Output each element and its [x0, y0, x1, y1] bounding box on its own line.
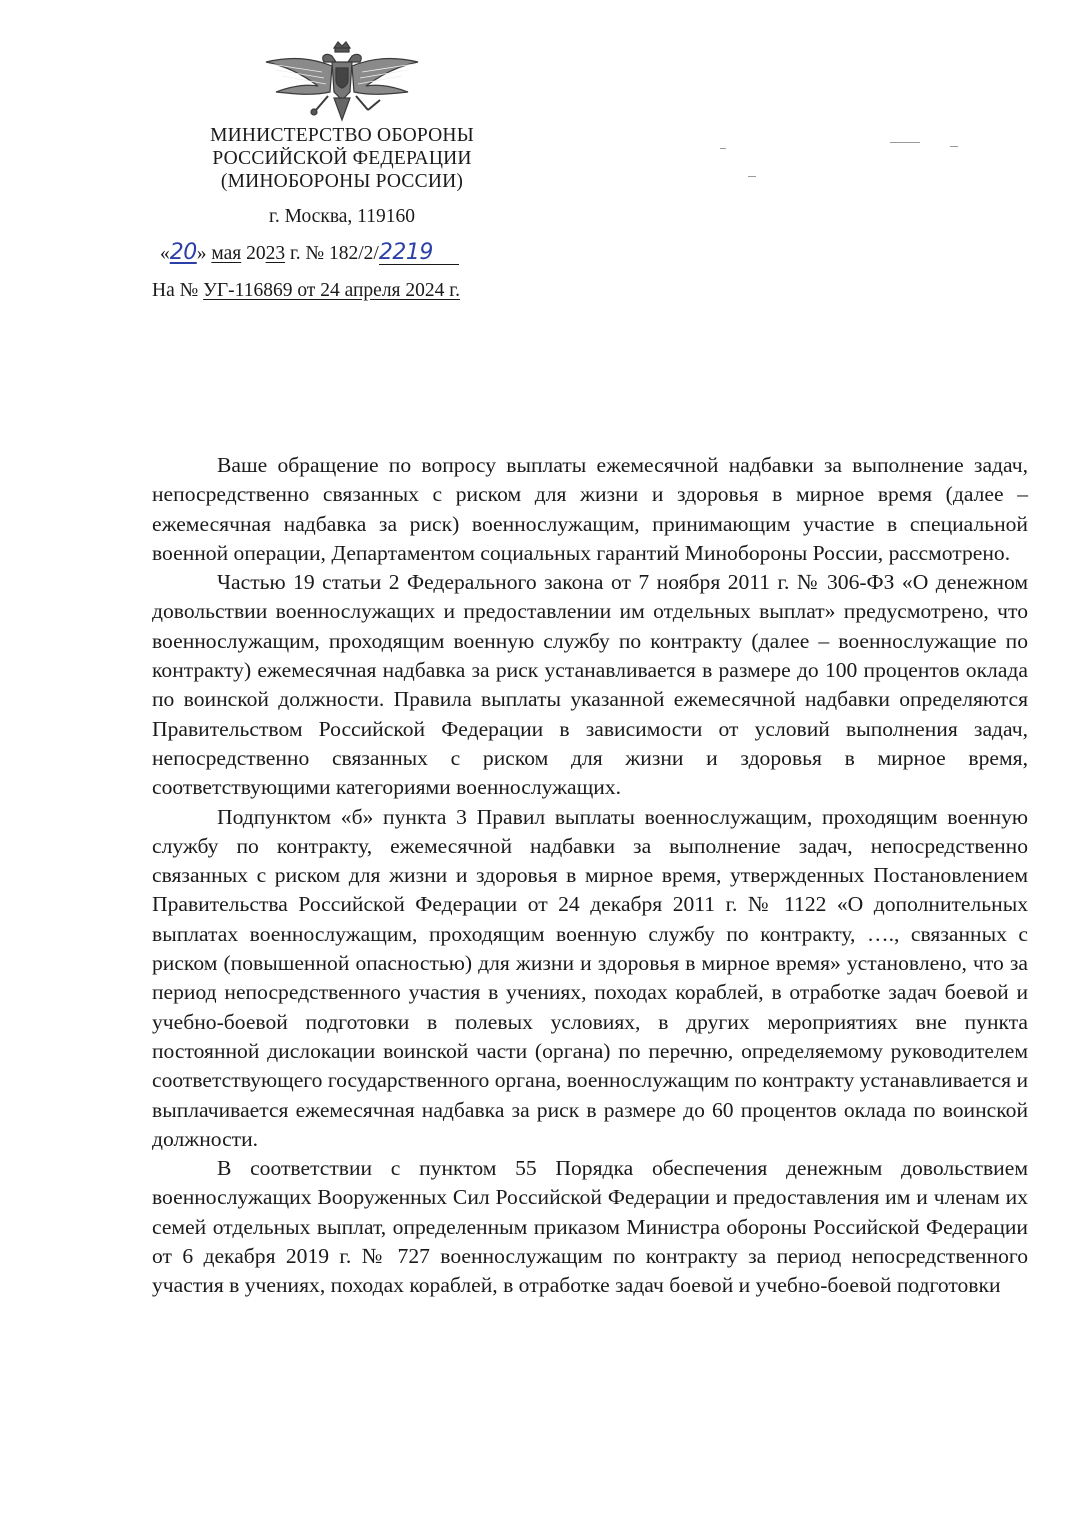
handwritten-day: 20: [169, 240, 197, 265]
body-paragraph: Ваше обращение по вопросу выплаты ежемесячной надбавки за выполнение задач, непосредственно связанных с риском для жизни и здоровья в мирное время (далее – ежемесячная надбавка за риск) военнослужащим, принимающим участие в специальной военной операции, Департаментом социальных гарантий Минобороны России, рассмотрено.: [152, 453, 1028, 565]
open-quote: «: [160, 243, 170, 264]
scan-mark: [950, 146, 958, 147]
org-line: МИНИСТЕРСТВО ОБОРОНЫ: [210, 125, 474, 146]
org-line: (МИНОБОРОНЫ РОССИИ): [220, 171, 464, 192]
reference-line: [152, 280, 460, 302]
letter-body: [152, 451, 1028, 1301]
scan-mark: [720, 148, 726, 149]
scan-mark: [890, 142, 920, 143]
number-prefix: г. № 182/2/: [289, 243, 379, 264]
org-line: РОССИЙСКОЙ ФЕДЕРАЦИИ: [212, 148, 472, 169]
year-digits: 23: [265, 243, 286, 264]
year-prefix: 20: [246, 243, 266, 264]
reference-prefix: На №: [152, 280, 204, 301]
close-quote: »: [196, 243, 207, 264]
reference-number: УГ-116869 от 24 апреля 2024 г.: [203, 280, 460, 301]
outgoing-date-number: [160, 240, 459, 265]
double-headed-eagle-emblem-icon: [262, 40, 422, 128]
handwritten-number: 2219: [378, 240, 433, 265]
body-paragraph: Подпунктом «б» пункта 3 Правил выплаты военнослужащим, проходящим военную службу по контракту, ежемесячной надбавки за выполнение задач, непосредственно связанных с риском для жизни и здоровья в мирное время, утвержденных Постановлением Правительства Российской Федерации от 24 декабря 2011 г. № 1122 «О дополнительных выплатах военнослужащим, проходящим военную службу по контракту, …., связанных с риском (повышенной опасностью) для жизни и здоровья в мирное время» установлено, что за период непосредственного участия в учениях, походах кораблей, в отработке задач боевой и учебно-боевой подготовки в полевых условиях, в других мероприятиях вне пункта постоянной дислокации воинской части (органа) по перечню, определяемому руководителем соответствующего государственного органа, военнослужащим по контракту устанавливается и выплачивается ежемесячная надбавка за риск в размере до 60 процентов оклада по воинской должности.: [152, 804, 1028, 1151]
organization-name: [150, 124, 534, 193]
body-paragraph: Частью 19 статьи 2 Федерального закона от 7 ноября 2011 г. № 306-ФЗ «О денежном довольствии военнослужащих и предоставлении им отдельных выплат» предусмотрено, что военнослужащим, проходящим военную службу по контракту (далее – военнослужащие по контракту) ежемесячная надбавка за риск устанавливается в размере до 100 процентов оклада по воинской должности. Правила выплаты указанной ежемесячной надбавки определяются Правительством Российской Федерации в зависимости от условий выполнения задач, непосредственно связанных с риском для жизни и здоровья в мирное время, соответствующими категориями военнослужащих.: [152, 570, 1028, 800]
city-address: г. Москва, 119160: [269, 206, 415, 227]
body-paragraph: В соответствии с пунктом 55 Порядка обеспечения денежным довольствием военнослужащих Вооруженных Сил Российской Федерации и предоставления им и членам их семей отдельных выплат, определенным приказом Министра обороны Российской Федерации от 6 декабря 2019 г. № 727 военнослужащим по контракту за период непосредственного участия в учениях, походах кораблей, в отработке задач боевой и учебно-боевой подготовки: [152, 1156, 1028, 1298]
scan-mark: [748, 176, 756, 177]
month-text: мая: [211, 243, 242, 264]
